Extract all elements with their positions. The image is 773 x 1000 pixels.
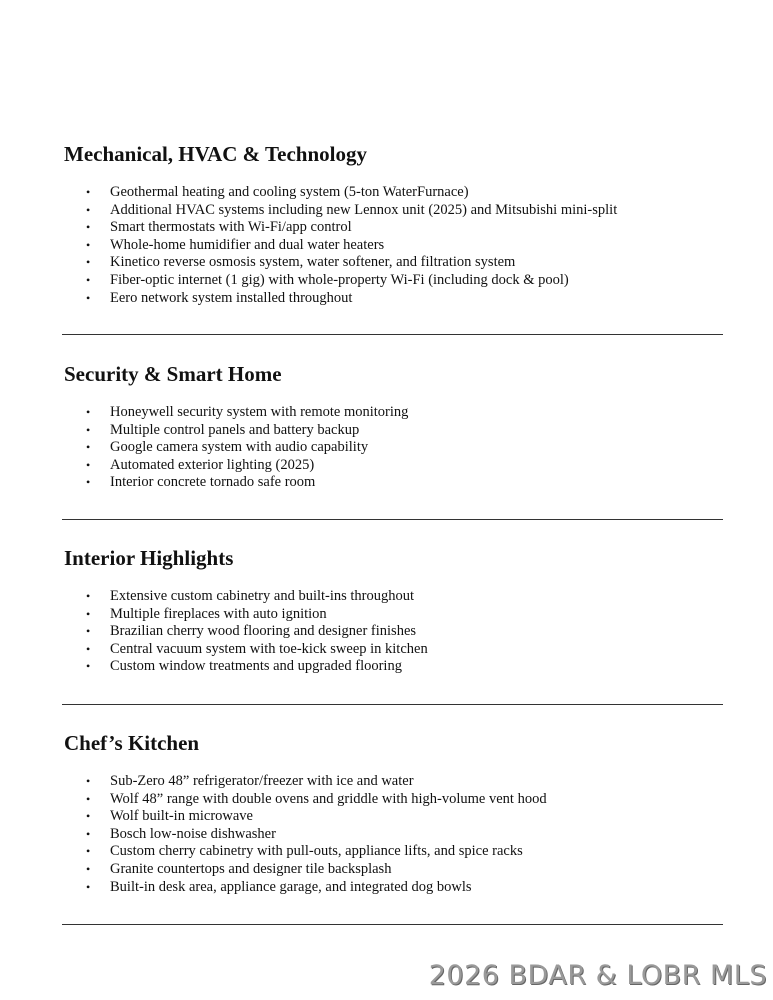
bullet-list [84,773,547,896]
list-item: • Google camera system with audio capability [86,439,369,456]
list-item: • Bosch low-noise dishwasher [86,825,276,842]
list-item: • Granite countertops and designer tile backsplash [86,860,392,877]
section-divider [62,519,723,520]
section-interior-highlights [64,546,724,675]
bullet-icon: • [86,475,91,490]
list-item: • Custom window treatments and upgraded flooring [86,658,402,675]
list-item: • Fiber-optic internet (1 gig) with whole-property Wi-Fi (including dock & pool) [86,271,569,288]
bullet-icon: • [86,290,91,305]
bullet-icon: • [86,255,91,270]
bullet-list [84,184,617,307]
section-divider [62,334,723,335]
bullet-icon: • [86,457,91,472]
list-item: • Brazilian cherry wood flooring and designer finishes [86,623,417,640]
list-item: • Wolf built-in microwave [86,808,253,825]
list-item: • Kinetico reverse osmosis system, water softener, and filtration system [86,254,516,271]
list-item: • Honeywell security system with remote monitoring [86,404,409,420]
bullet-icon: • [86,185,91,199]
section-heading: Interior Highlights [64,546,234,570]
list-item: • Sub-Zero 48” refrigerator/freezer with ice and water [86,773,414,789]
bullet-icon: • [86,774,91,788]
list-item: • Wolf 48” range with double ovens and griddle with high-volume vent hood [86,790,547,807]
list-item: • Whole-home humidifier and dual water heaters [86,236,385,253]
bullet-icon: • [86,202,91,217]
bullet-icon: • [86,861,91,876]
bullet-icon: • [86,440,91,455]
list-item: • Multiple control panels and battery backup [86,421,360,438]
list-item: • Extensive custom cabinetry and built-ins throughout [86,588,415,604]
bullet-icon: • [86,405,91,419]
bullet-icon: • [86,272,91,287]
bullet-list [84,588,428,676]
list-item: • Custom cherry cabinetry with pull-outs, appliance lifts, and spice racks [86,843,523,860]
list-item: • Automated exterior lighting (2025) [86,456,315,473]
section-mechanical-hvac-technology [64,142,724,306]
list-item: • Smart thermostats with Wi-Fi/app control [86,219,352,236]
section-chefs-kitchen [64,731,724,895]
list-item: • Central vacuum system with toe-kick sweep in kitchen [86,640,428,657]
bullet-icon: • [86,422,91,437]
list-item: • Eero network system installed throughout [86,289,353,306]
bullet-icon: • [86,844,91,859]
list-item: • Multiple fireplaces with auto ignition [86,605,327,622]
list-item: • Interior concrete tornado safe room [86,474,316,491]
bullet-icon: • [86,624,91,639]
section-security-smart-home [64,362,724,491]
bullet-icon: • [86,659,91,674]
list-item: • Built-in desk area, appliance garage, and integrated dog bowls [86,878,472,895]
bullet-icon: • [86,237,91,252]
bullet-list [84,404,408,492]
list-item: • Geothermal heating and cooling system (5-ton WaterFurnace) [86,184,469,200]
section-heading: Mechanical, HVAC & Technology [64,142,367,166]
bullet-icon: • [86,809,91,824]
bullet-icon: • [86,589,91,603]
bullet-icon: • [86,879,91,894]
list-item: • Additional HVAC systems including new Lennox unit (2025) and Mitsubishi mini-split [86,201,618,218]
section-divider [62,704,723,705]
section-heading: Chef’s Kitchen [64,731,200,755]
bullet-icon: • [86,606,91,621]
bullet-icon: • [86,791,91,806]
mls-watermark: 2026 BDAR & LOBR MLS [428,960,767,991]
section-divider [62,924,723,925]
bullet-icon: • [86,826,91,841]
bullet-icon: • [86,220,91,235]
bullet-icon: • [86,641,91,656]
section-heading: Security & Smart Home [64,362,282,386]
